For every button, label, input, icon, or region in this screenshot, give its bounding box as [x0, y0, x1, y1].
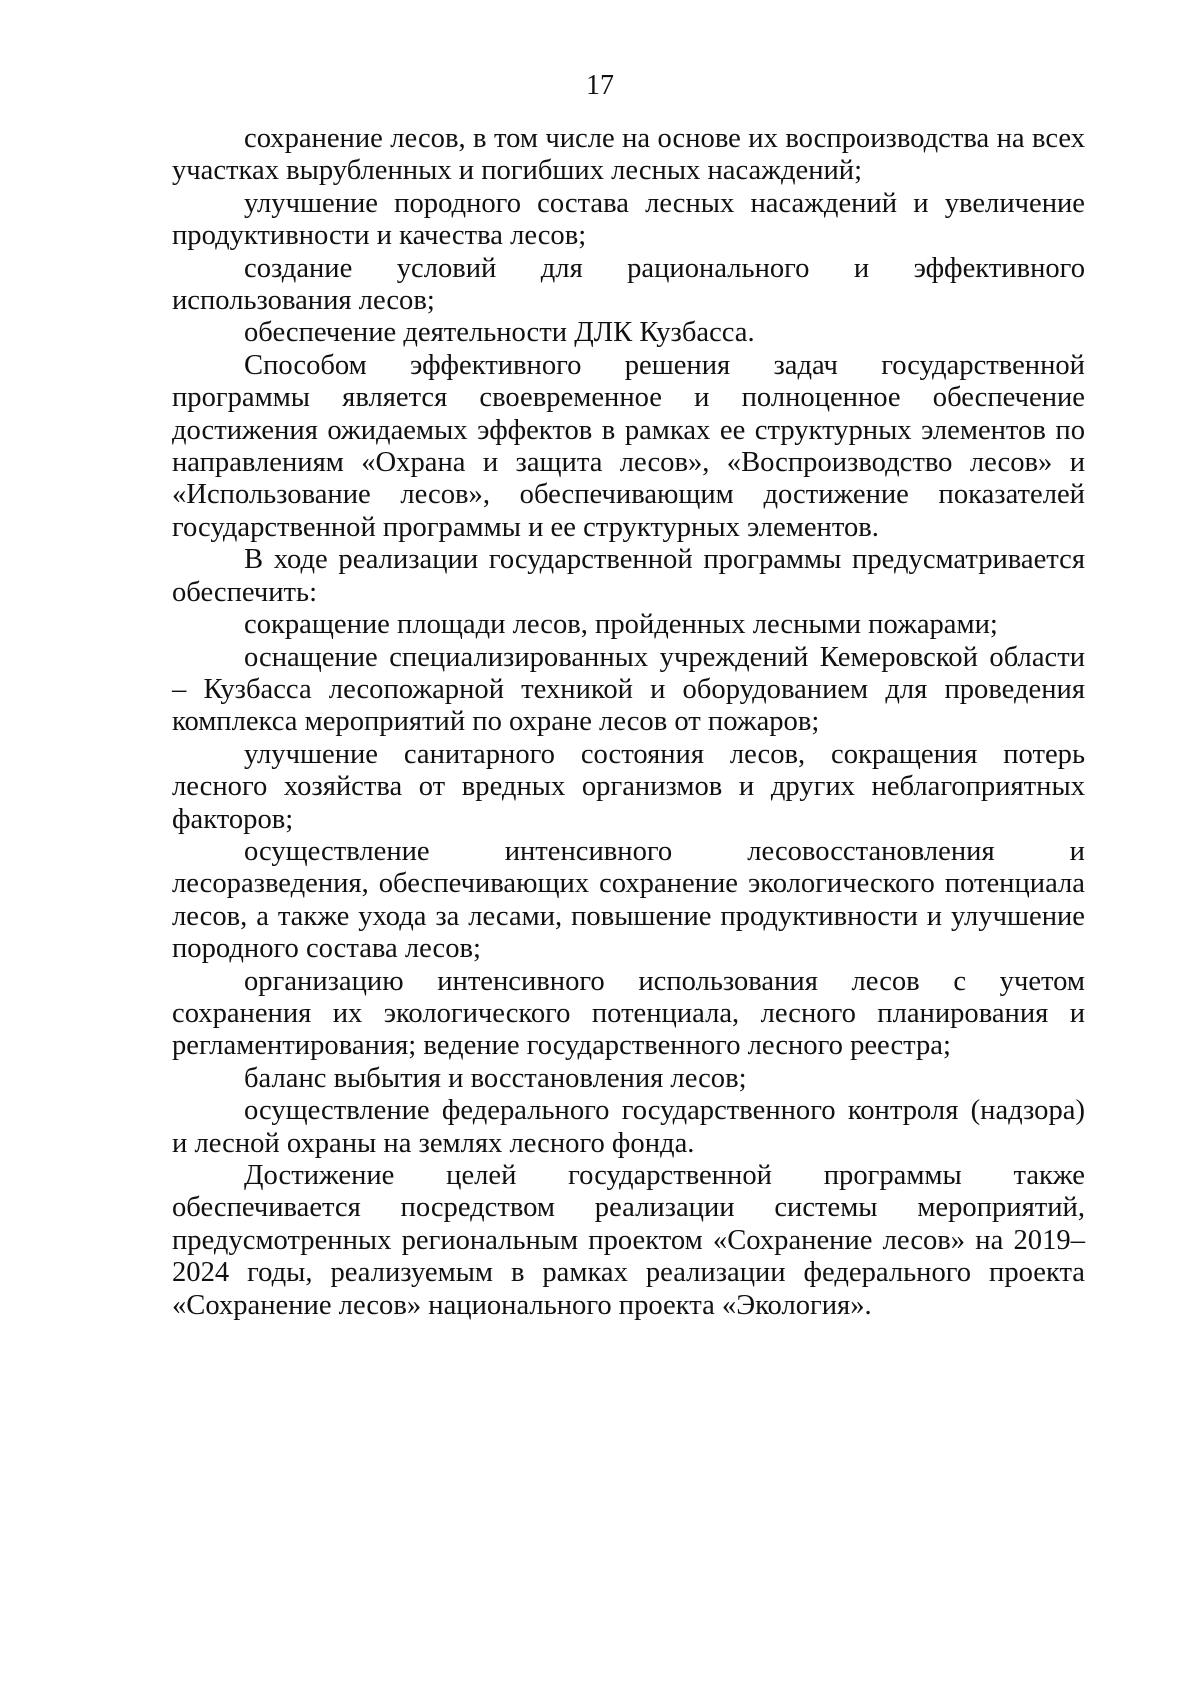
paragraph-balance: баланс выбытия и восстановления лесов; — [244, 1062, 747, 1094]
paragraph-intensive-use: организацию интенсивного использования лесов с учетом сохранения их экологического потенциала, лесного планирования и регламентирования; ведение государственного лесного реестра; — [172, 965, 1085, 1062]
paragraph-sanitary-state: улучшение санитарного состояния лесов, сокращения потерь лесного хозяйства от вредных организмов и других неблагоприятных факторов; — [172, 738, 1085, 835]
paragraph-federal-control: осуществление федерального государственного контроля (надзора) и лесной охраны на землях лесного фонда. — [172, 1095, 1085, 1159]
page-number: 17 — [586, 70, 614, 101]
paragraph-goal-dlk-support: обеспечение деятельности ДЛК Кузбасса. — [244, 317, 755, 349]
document-body — [172, 123, 1085, 1322]
paragraph-fire-area-reduction: сокращение площади лесов, пройденных лесными пожарами; — [244, 609, 998, 641]
paragraph-goal-rational-use: создание условий для рационального и эффективного использования лесов; — [172, 252, 1085, 317]
paragraph-reforestation: осуществление интенсивного лесовосстановления и лесоразведения, обеспечивающих сохранение экологического потенциала лесов, а также ухода за лесами, повышение продуктивности и улучшение породного состава лесов; — [172, 835, 1085, 965]
paragraph-goal-reproduction: сохранение лесов, в том числе на основе их воспроизводства на всех участках вырубленных и погибших лесных насаждений; — [172, 123, 1085, 187]
paragraph-regional-project: Достижение целей государственной программы также обеспечивается посредством реализации системы мероприятий, предусмотренных региональным проектом «Сохранение лесов» на 2019–2024 годы, реализуемым в рамках реализации федерального проекта «Сохранение лесов» национального проекта «Экология». — [172, 1160, 1085, 1321]
paragraph-method: Способом эффективного решения задач государственной программы является своевременное и полноценное обеспечение достижения ожидаемых эффектов в рамках ее структурных элементов по направлениям «Охрана и защита лесов», «Воспроизводство лесов» и «Использование лесов», обеспечивающим достижение показателей государственной программы и ее структурных элементов. — [172, 349, 1085, 543]
paragraph-implementation-intro: В ходе реализации государственной программы предусматривается обеспечить: — [172, 544, 1085, 608]
paragraph-goal-species-composition: улучшение породного состава лесных насаждений и увеличение продуктивности и качества лесов; — [172, 187, 1085, 252]
paragraph-equipment: оснащение специализированных учреждений Кемеровской области – Кузбасса лесопожарной техникой и оборудованием для проведения комплекса мероприятий по охране лесов от пожаров; — [172, 641, 1085, 738]
